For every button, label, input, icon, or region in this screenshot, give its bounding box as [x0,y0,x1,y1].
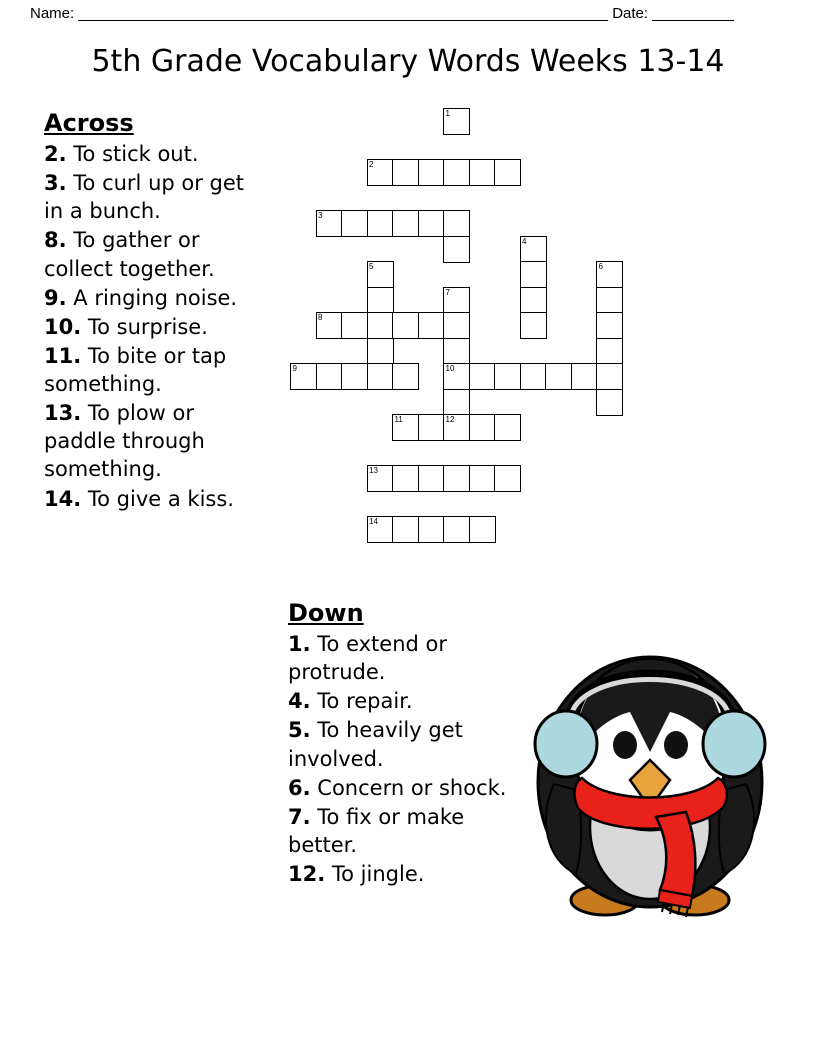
crossword-cell[interactable] [341,312,368,339]
crossword-cell-number: 14 [369,517,378,526]
crossword-grid[interactable] [290,108,635,588]
clue-text: To gather or collect together. [44,228,215,281]
clue-text: To repair. [317,689,413,714]
crossword-cell[interactable] [443,465,470,492]
clue-number: 5. [288,718,311,743]
clue-text: To heavily get involved. [288,718,463,771]
crossword-cell[interactable] [341,210,368,237]
clue-item [288,716,513,772]
crossword-cell[interactable] [367,261,394,288]
clue-number: 7. [288,804,311,829]
clue-item [288,630,513,686]
crossword-cell[interactable] [596,363,623,390]
crossword-cell[interactable] [290,363,317,390]
crossword-cell[interactable] [545,363,572,390]
crossword-cell-number: 9 [292,364,297,373]
crossword-cell[interactable] [367,210,394,237]
clue-text: A ringing noise. [73,285,238,310]
crossword-cell[interactable] [520,363,547,390]
page-title: 5th Grade Vocabulary Words Weeks 13-14 [91,44,725,79]
clue-text: To curl up or get in a bunch. [44,171,245,224]
crossword-cell[interactable] [443,287,470,314]
crossword-cell-number: 7 [445,287,450,297]
clue-text: To stick out. [73,142,199,166]
clue-number: 1. [288,632,311,656]
crossword-cell-number: 6 [598,262,603,271]
crossword-cell[interactable] [367,465,394,492]
crossword-cell[interactable] [520,236,547,263]
clue-item [288,803,513,859]
clue-number: 2. [44,142,67,166]
crossword-cell[interactable] [596,338,623,365]
crossword-cell[interactable] [443,210,470,237]
crossword-cell[interactable] [494,363,521,390]
crossword-cell[interactable] [443,516,470,543]
clue-item [288,860,513,888]
crossword-cell[interactable] [316,363,343,390]
crossword-cell[interactable] [469,465,496,492]
crossword-cell[interactable] [418,159,445,186]
crossword-cell[interactable] [494,465,521,492]
crossword-cell[interactable] [494,159,521,186]
crossword-cell[interactable] [443,108,470,135]
crossword-cell[interactable] [443,159,470,186]
clue-text: To plow or paddle through something. [44,401,205,482]
crossword-cell-number: 12 [445,415,455,424]
clue-number: 14. [44,486,82,511]
crossword-cell[interactable] [520,287,547,314]
crossword-cell[interactable] [392,312,419,339]
crossword-cell[interactable] [443,363,470,390]
name-write-line[interactable] [78,6,608,21]
crossword-cell[interactable] [392,516,419,543]
crossword-cell[interactable] [418,210,445,237]
crossword-cell[interactable] [443,389,470,416]
crossword-cell[interactable] [418,312,445,339]
crossword-cell[interactable] [520,261,547,288]
name-label: Name: [30,4,75,22]
clue-item [44,284,269,312]
crossword-cell[interactable] [392,465,419,492]
clue-item [288,774,513,802]
crossword-cell-number: 2 [369,160,374,169]
clue-text: To surprise. [87,314,208,339]
crossword-cell[interactable] [443,414,470,441]
crossword-cell-number: 13 [369,466,378,475]
crossword-cell[interactable] [392,414,419,441]
crossword-cell[interactable] [469,414,496,441]
crossword-cell[interactable] [367,363,394,390]
crossword-cell[interactable] [392,363,419,390]
crossword-cell[interactable] [571,363,598,390]
clue-item [44,169,269,225]
crossword-cell-number: 4 [522,236,527,246]
crossword-cell[interactable] [316,210,343,237]
clue-text: To bite or tap something. [44,343,227,396]
clue-number: 12. [288,862,326,886]
crossword-cell[interactable] [596,287,623,314]
crossword-cell[interactable] [341,363,368,390]
across-clue-list [44,108,269,514]
crossword-cell[interactable] [469,159,496,186]
crossword-cell[interactable] [443,338,470,365]
clue-number: 3. [44,171,67,196]
clue-item [44,485,269,513]
down-heading: Down [288,599,364,627]
crossword-cell-number: 8 [318,313,323,322]
clue-number: 13. [44,401,82,426]
date-label: Date: [612,4,649,22]
crossword-cell[interactable] [418,414,445,441]
clue-number: 11. [44,343,82,368]
crossword-cell[interactable] [596,261,623,288]
crossword-cell-number: 3 [318,211,323,220]
crossword-cell[interactable] [494,414,521,441]
crossword-cell[interactable] [367,338,394,365]
clue-item [44,342,269,398]
clue-item [288,687,513,715]
crossword-cell[interactable] [316,312,343,339]
clue-number: 6. [288,775,311,800]
across-heading: Across [44,109,134,137]
clue-number: 8. [44,228,67,253]
clue-number: 9. [44,285,67,310]
clue-text: To fix or make better. [288,804,465,857]
clue-item [44,140,269,168]
crossword-cell-number: 10 [445,364,455,373]
crossword-cell[interactable] [367,159,394,186]
crossword-cell[interactable] [520,312,547,339]
crossword-cell[interactable] [596,312,623,339]
crossword-cell[interactable] [392,159,419,186]
name-date-row [30,0,786,26]
date-write-line[interactable] [652,6,734,21]
crossword-cell-number: 11 [394,415,403,424]
crossword-cell[interactable] [367,516,394,543]
clue-number: 10. [44,314,82,339]
clue-text: To give a kiss. [87,486,234,511]
clue-item [44,313,269,341]
crossword-cell[interactable] [367,312,394,339]
crossword-cell[interactable] [418,465,445,492]
crossword-cell-number: 1 [445,109,450,118]
clue-number: 4. [288,689,311,714]
clue-item [44,399,269,483]
crossword-cell[interactable] [596,389,623,416]
crossword-cell[interactable] [367,287,394,314]
down-clue-list [288,598,513,889]
crossword-cell[interactable] [443,312,470,339]
crossword-cell[interactable] [469,516,496,543]
crossword-cell-number: 5 [369,262,374,271]
crossword-cell[interactable] [392,210,419,237]
clue-text: To jingle. [331,862,425,886]
penguin-illustration [520,612,780,922]
clue-item [44,226,269,282]
crossword-cell[interactable] [418,516,445,543]
clue-text: To extend or protrude. [288,632,447,685]
crossword-cell[interactable] [443,236,470,263]
crossword-cell[interactable] [469,363,496,390]
clue-text: Concern or shock. [317,775,507,800]
